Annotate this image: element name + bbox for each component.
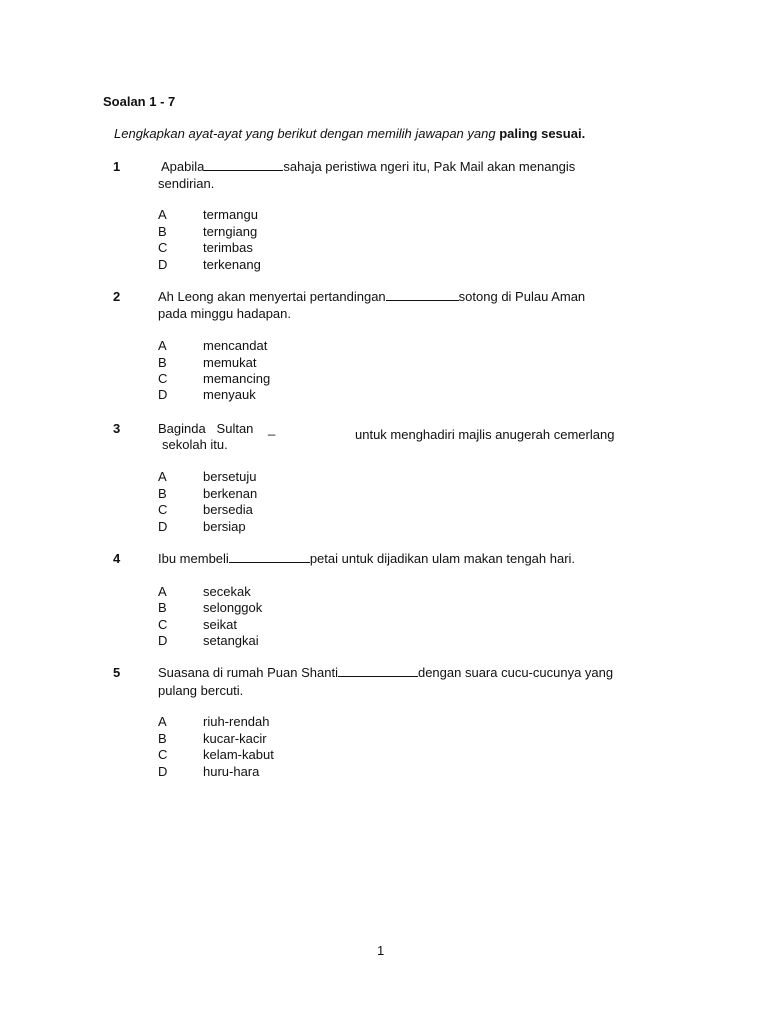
option-text: terimbas xyxy=(203,240,253,255)
question-number: 2 xyxy=(113,289,121,304)
question-number: 4 xyxy=(113,551,121,566)
question-stem xyxy=(158,289,585,304)
option-text: terkenang xyxy=(203,257,261,272)
option-letter: D xyxy=(158,764,168,779)
question-stem xyxy=(161,159,575,174)
option-letter: C xyxy=(158,371,168,386)
stem-continuation: sekolah itu. xyxy=(162,437,228,452)
option-letter: A xyxy=(158,469,167,484)
question-stem xyxy=(158,551,575,566)
option-letter: D xyxy=(158,519,168,534)
question-number: 1 xyxy=(113,159,121,174)
option-letter: C xyxy=(158,240,168,255)
option-text: huru-hara xyxy=(203,764,260,779)
option-text: terngiang xyxy=(203,224,258,239)
option-text: mencandat xyxy=(203,338,268,353)
option-text: memancing xyxy=(203,371,271,386)
option-letter: D xyxy=(158,387,168,402)
option-letter: A xyxy=(158,714,167,729)
option-text: memukat xyxy=(203,355,257,370)
stem-text: Apabila xyxy=(161,159,205,174)
option-text: selonggok xyxy=(203,600,263,615)
option-text: kucar-kacir xyxy=(203,731,267,746)
stem-continuation: pada minggu hadapan. xyxy=(158,306,292,321)
stem-continuation: pulang bercuti. xyxy=(158,683,244,698)
option-text: bersedia xyxy=(203,502,253,517)
stem-text: sotong di Pulau Aman xyxy=(458,289,586,304)
instruction-text: Lengkapkan ayat-ayat yang berikut dengan memilih jawapan yang xyxy=(114,126,500,141)
option-letter: A xyxy=(158,338,167,353)
option-letter: B xyxy=(158,486,167,501)
question-stem: Baginda Sultan xyxy=(158,421,254,436)
question-number: 5 xyxy=(113,665,121,680)
option-text: riuh-rendah xyxy=(203,714,270,729)
option-letter: C xyxy=(158,747,168,762)
answer-blank xyxy=(338,665,418,677)
instruction xyxy=(114,126,585,141)
stem-text: Ibu membeli xyxy=(158,551,229,566)
stem-text: Ah Leong akan menyertai pertandingan xyxy=(158,289,386,304)
option-text: setangkai xyxy=(203,633,259,648)
option-text: berkenan xyxy=(203,486,258,501)
option-letter: B xyxy=(158,224,167,239)
answer-blank: _ xyxy=(268,421,276,436)
stem-text: Suasana di rumah Puan Shanti xyxy=(158,665,338,680)
option-text: menyauk xyxy=(203,387,256,402)
answer-blank xyxy=(229,551,310,563)
option-text: bersiap xyxy=(203,519,246,534)
option-text: kelam-kabut xyxy=(203,747,274,762)
stem-text: sahaja peristiwa ngeri itu, Pak Mail akan menangis xyxy=(283,159,576,174)
option-letter: C xyxy=(158,617,168,632)
option-letter: D xyxy=(158,257,168,272)
option-letter: D xyxy=(158,633,168,648)
answer-blank xyxy=(204,159,283,171)
stem-text: dengan suara cucu-cucunya yang xyxy=(417,665,614,680)
page-number: 1 xyxy=(377,943,385,958)
stem-continuation: sendirian. xyxy=(158,176,215,191)
stem-text: petai untuk dijadikan ulam makan tengah hari. xyxy=(309,551,576,566)
option-letter: C xyxy=(158,502,168,517)
option-text: termangu xyxy=(203,207,258,222)
option-letter: A xyxy=(158,207,167,222)
question-number: 3 xyxy=(113,421,121,436)
option-text: bersetuju xyxy=(203,469,257,484)
option-text: secekak xyxy=(203,584,251,599)
option-text: seikat xyxy=(203,617,237,632)
page-heading: Soalan 1 - 7 xyxy=(103,94,176,109)
option-letter: B xyxy=(158,600,167,615)
option-letter: B xyxy=(158,355,167,370)
answer-blank xyxy=(386,289,459,301)
option-letter: B xyxy=(158,731,167,746)
option-letter: A xyxy=(158,584,167,599)
instruction-emphasis: paling sesuai. xyxy=(499,126,586,141)
stem-text: untuk menghadiri majlis anugerah cemerlang xyxy=(355,427,615,442)
question-stem xyxy=(158,665,613,680)
